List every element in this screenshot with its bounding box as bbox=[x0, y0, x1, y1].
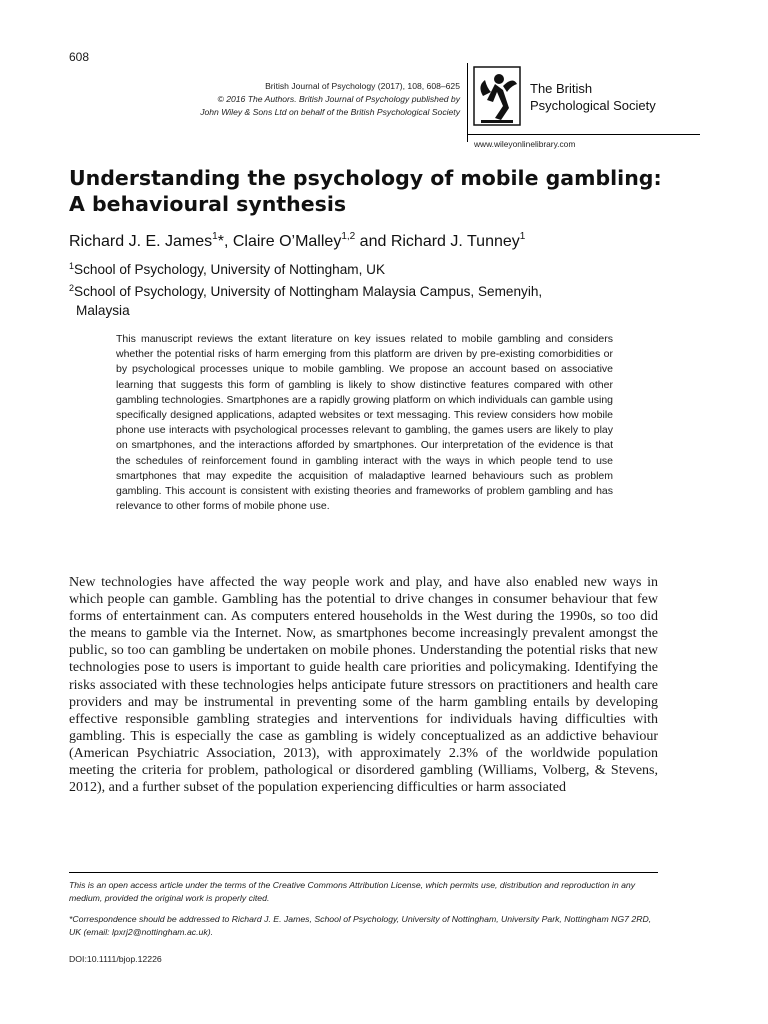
correspondence-footnote: *Correspondence should be addressed to Richard J. E. James, School of Psychology, University of Nottingham, University Park, Nottingham NG7 2RD, UK (email: lpxrj2@nottingham.ac.uk). bbox=[69, 914, 652, 938]
affiliation bbox=[69, 279, 689, 301]
copyright-line bbox=[140, 93, 460, 106]
author-separator: and bbox=[355, 233, 391, 250]
author-name: Richard J. Tunney bbox=[390, 233, 520, 250]
bps-psyche-logo-icon bbox=[473, 66, 521, 126]
affiliation-text: School of Psychology, University of Nottingham, UK bbox=[74, 262, 386, 277]
body-paragraph: New technologies have affected the way people work and play, and have also enabled new ways in which people can gamble. Gambling has the potential to drive changes in consumer behaviour that few forms of entertainment can. As computers entered households in the West during the 1990s, so too did the means to gamble via the Internet. Now, as smartphones become increasingly prevalent amongst the public, so too can gambling be undertaken on mobile phones. Understanding the potential risks that new technologies pose to users is important to guide health care priorities and policymaking. Identifying the risks associated with these technologies helps anticipate future stressors on practitioners and health care providers and may be instrumental in preventing some of the harm gambling entails by developing effective responsible gambling strategies and interventions for individuals having difficulties with gambling. This is especially the case as gambling is widely conceptualized as an addictive behaviour (American Psychiatric Association, 2013), with approximately 2.3% of the worldwide population meeting the criteria for problem, pathological or disordered gambling (Williams, Volberg, & Stevens, 2012), and a further subset of the population experiencing difficulties or harm associated bbox=[69, 575, 658, 796]
footnote-divider bbox=[69, 872, 658, 873]
affiliation-continuation: Malaysia bbox=[76, 303, 130, 318]
citation-line: British Journal of Psychology (2017), 108, 608–625 bbox=[265, 81, 460, 91]
author-affil-mark: 1 bbox=[212, 231, 218, 242]
author-list bbox=[69, 231, 525, 251]
journal-citation bbox=[140, 80, 460, 119]
abstract: This manuscript reviews the extant literature on key issues related to mobile gambling and considers whether the potential risks of harm emerging from this platform are driven by pre-existing comorbidities or by psychological processes unique to mobile gambling. We propose an account based on associative learning that suggests this form of gambling is likely to show distinctive features compared with other gambling technologies. Smartphones are a rapidly growing platform on which individuals can gamble using specifically designed applications, adapted websites or text messaging. This review considers how mobile phone use interacts with psychological processes relevant to gambling, the games users are likely to play on smartphones, and the interactions afforded by smartphones. Our interpretation of the evidence is that the schedules of reinforcement found in gambling interact with the ways in which people tend to use smartphones that may expedite the acquisition of maladaptive learned behaviours such as problem gambling. This account is consistent with existing theories and frameworks of problem gambling and has relevance to other forms of mobile phone use. bbox=[116, 333, 613, 513]
affiliation-mark: 1 bbox=[69, 261, 75, 271]
copyright-journal: British Journal of Psychology bbox=[299, 94, 410, 104]
title-line1: Understanding the psychology of mobile gambling: bbox=[69, 166, 662, 190]
copyright-prefix: © 2016 The Authors. bbox=[217, 94, 299, 104]
affiliation bbox=[69, 257, 689, 279]
affiliation-text: School of Psychology, University of Nottingham Malaysia Campus, Semenyih, bbox=[74, 284, 543, 299]
author-affil-mark: 1 bbox=[519, 231, 526, 242]
masthead-divider-horizontal bbox=[467, 134, 700, 135]
society-name-line1: The British bbox=[530, 81, 593, 96]
author-name: Claire O’Malley bbox=[232, 233, 342, 250]
copyright-suffix: published by bbox=[409, 94, 460, 104]
masthead-divider-vertical bbox=[467, 63, 468, 142]
author-separator: *, bbox=[217, 233, 233, 250]
page-number: 608 bbox=[69, 50, 90, 64]
affiliations bbox=[69, 257, 689, 320]
publisher-line: John Wiley & Sons Ltd on behalf of the British Psychological Society bbox=[200, 107, 460, 117]
title-line2: A behavioural synthesis bbox=[69, 192, 347, 216]
doi: DOI:10.1111/bjop.12226 bbox=[69, 954, 162, 964]
license-footnote: This is an open access article under the terms of the Creative Commons Attribution License, which permits use, distribution and reproduction in any medium, provided the original work is properly cited. bbox=[69, 880, 636, 904]
website-link[interactable]: www.wileyonlinelibrary.com bbox=[474, 139, 576, 149]
society-name bbox=[530, 80, 656, 114]
author-affil-mark: 1,2 bbox=[341, 231, 356, 242]
author-name: Richard J. E. James bbox=[69, 233, 213, 250]
affiliation-mark: 2 bbox=[69, 283, 75, 293]
society-name-line2: Psychological Society bbox=[530, 98, 656, 113]
article-title bbox=[69, 165, 709, 217]
